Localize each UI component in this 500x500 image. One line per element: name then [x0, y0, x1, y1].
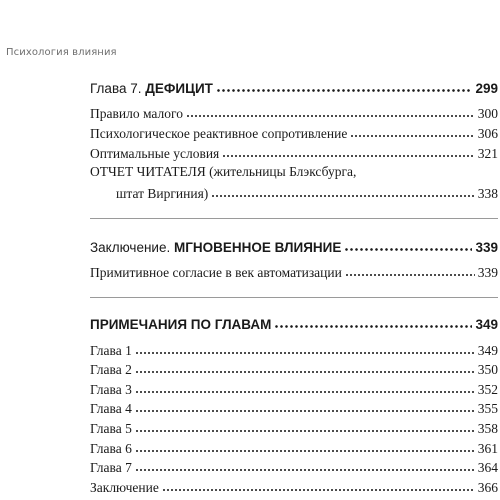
dot-leader	[222, 144, 474, 158]
toc-entry-page: 338	[477, 185, 498, 201]
toc-entry[interactable]	[90, 419, 498, 437]
dot-leader	[162, 478, 475, 492]
notes-page: 349	[475, 316, 498, 332]
toc-entry-label: Глава 4	[90, 401, 132, 417]
toc-entry[interactable]	[90, 459, 498, 477]
reader-report-line1: ОТЧЕТ ЧИТАТЕЛЯ (жительницы Блэксбурга,	[90, 164, 357, 179]
toc-entry-page: 350	[477, 362, 498, 378]
toc-entry-page: 300	[477, 105, 498, 121]
toc-entry-reader-report-line1[interactable]	[90, 164, 498, 180]
toc-entry-page: 358	[477, 420, 498, 436]
dot-leader	[186, 104, 475, 118]
toc-entry-page: 306	[477, 125, 498, 141]
toc-entry-label: Глава 7	[90, 460, 132, 476]
chapter-7-prefix: Глава 7.	[90, 80, 146, 96]
dot-leader	[211, 184, 474, 198]
toc-entry-page: 339	[477, 264, 498, 280]
toc-entry-label: Глава 6	[90, 440, 132, 456]
toc-entry[interactable]	[90, 478, 498, 496]
toc-entry-page: 361	[477, 440, 498, 456]
toc-entry[interactable]	[90, 144, 498, 162]
chapter-7-page: 299	[475, 80, 498, 96]
toc-entry-label: Правило малого	[90, 105, 183, 121]
toc-entry-label: Заключение	[90, 479, 159, 495]
dot-leader	[135, 400, 475, 414]
toc-entry-label: Глава 5	[90, 420, 132, 436]
toc-entry[interactable]	[90, 400, 498, 418]
toc-entry-label: Психологическое реактивное сопротивление	[90, 125, 348, 141]
dot-leader	[135, 380, 475, 394]
toc-conclusion-heading[interactable]	[90, 238, 498, 255]
dot-leader	[274, 315, 472, 329]
toc-entry-label: Оптимальные условия	[90, 145, 220, 161]
toc-chapter-7-heading[interactable]	[90, 79, 498, 96]
toc-entry-reader-report-line2[interactable]	[90, 184, 498, 202]
toc-entry-page: 349	[477, 342, 498, 358]
toc-entry-label: Глава 1	[90, 342, 132, 358]
toc-entry[interactable]	[90, 439, 498, 457]
conclusion-prefix: Заключение.	[90, 239, 174, 255]
toc-entry-page: 352	[477, 381, 498, 397]
toc-entry-page: 366	[477, 479, 498, 495]
toc-entry-label: Глава 3	[90, 381, 132, 397]
toc-entry-page: 364	[477, 460, 498, 476]
toc-entry-page: 321	[477, 145, 498, 161]
toc-entry-label: Примитивное согласие в век автоматизации	[90, 264, 342, 280]
dot-leader	[135, 419, 475, 433]
reader-report-line2: штат Виргиния)	[116, 185, 209, 201]
toc-notes-heading[interactable]	[90, 315, 498, 332]
toc-entry-page: 355	[477, 401, 498, 417]
toc-entry[interactable]	[90, 361, 498, 379]
toc-entry-label: Глава 2	[90, 362, 132, 378]
conclusion-title: МГНОВЕННОЕ ВЛИЯНИЕ	[173, 239, 342, 255]
toc-entry[interactable]	[90, 124, 498, 142]
toc-entry[interactable]	[90, 263, 498, 281]
chapter-7-title: ДЕФИЦИТ	[145, 80, 213, 96]
dot-leader	[135, 341, 475, 355]
toc-entry[interactable]	[90, 104, 498, 122]
dot-leader	[135, 361, 475, 375]
dot-leader	[345, 263, 475, 277]
toc-entry[interactable]	[90, 341, 498, 359]
conclusion-page: 339	[475, 239, 498, 255]
toc-entry[interactable]	[90, 380, 498, 398]
notes-title: ПРИМЕЧАНИЯ ПО ГЛАВАМ	[90, 316, 272, 332]
dot-leader	[135, 459, 475, 473]
dot-leader	[216, 79, 473, 93]
dot-leader	[350, 124, 474, 138]
dot-leader	[344, 238, 472, 252]
section-divider	[90, 297, 498, 298]
dot-leader	[135, 439, 475, 453]
section-divider	[90, 218, 498, 219]
running-head: Психология влияния	[6, 47, 117, 58]
